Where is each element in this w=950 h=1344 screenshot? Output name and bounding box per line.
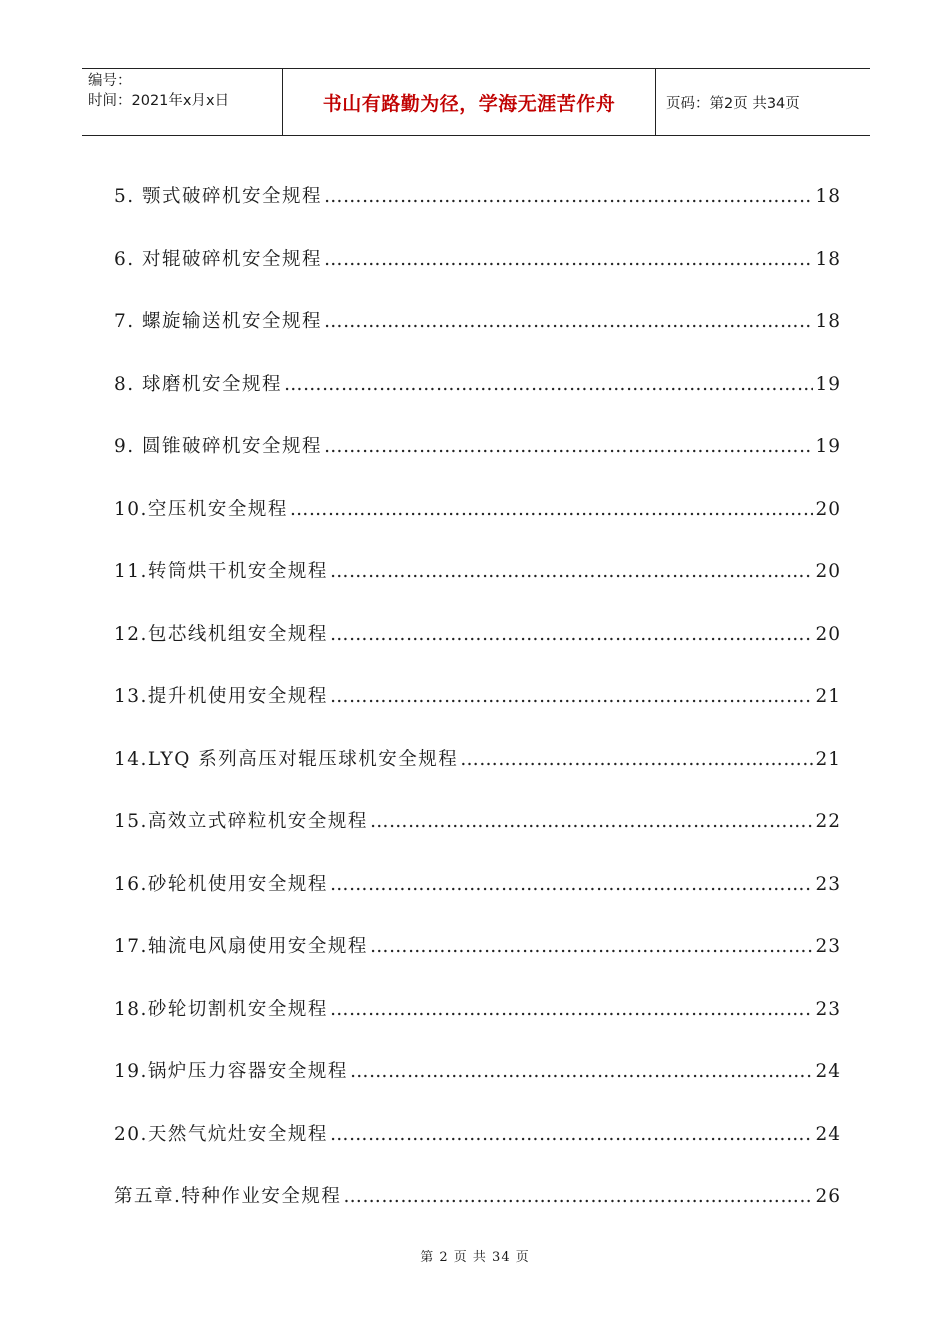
toc-entry[interactable] — [114, 1041, 841, 1104]
toc-entry-page-number: 20 — [815, 498, 841, 520]
header-page-info: 页码：第2页 共34页 — [666, 95, 800, 112]
toc-entry-page-number: 22 — [815, 811, 841, 832]
toc-dot-leader — [330, 541, 814, 604]
toc-entry[interactable] — [114, 541, 841, 604]
toc-dot-leader — [330, 854, 814, 917]
doc-number-label: 编号： — [88, 73, 132, 89]
toc-dot-leader — [330, 1104, 814, 1167]
toc-dot-leader — [324, 229, 813, 292]
toc-entry-page-number: 18 — [815, 186, 841, 207]
toc-entry-title: 15.高效立式碎粒机安全规程 — [114, 811, 368, 832]
page-footer: 第 2 页 共 34 页 — [420, 1250, 530, 1265]
toc-entry-page-number: 20 — [815, 561, 841, 582]
toc-dot-leader — [460, 729, 813, 792]
toc-entry[interactable] — [114, 791, 841, 854]
header-motto-cell — [282, 69, 656, 135]
toc-entry[interactable] — [114, 416, 841, 479]
toc-dot-leader — [330, 604, 814, 667]
toc-dot-leader — [330, 979, 814, 1042]
toc-entry-page-number: 24 — [815, 1061, 841, 1082]
toc-dot-leader — [350, 1041, 814, 1104]
toc-entry-page-number: 18 — [815, 248, 841, 270]
toc-entry-page-number: 18 — [815, 311, 841, 332]
toc-entry-title: 14.LYQ 系列高压对辊压球机安全规程 — [114, 748, 459, 770]
toc-entry[interactable] — [114, 1104, 841, 1167]
document-header — [82, 68, 870, 136]
toc-entry-page-number: 23 — [815, 873, 841, 895]
toc-entry-title: 7. 螺旋输送机安全规程 — [114, 311, 323, 332]
toc-dot-leader — [284, 354, 813, 417]
table-of-contents — [114, 166, 841, 1229]
toc-entry[interactable] — [114, 979, 841, 1042]
header-page-cell — [656, 69, 870, 135]
toc-entry[interactable] — [114, 229, 841, 292]
toc-entry-title: 5. 颚式破碎机安全规程 — [114, 186, 323, 207]
toc-dot-leader — [324, 291, 813, 354]
toc-entry-page-number: 23 — [815, 998, 841, 1020]
toc-entry-title: 11.转筒烘干机安全规程 — [114, 561, 328, 582]
toc-entry[interactable] — [114, 729, 841, 792]
toc-entry-title: 18.砂轮切割机安全规程 — [114, 998, 328, 1020]
toc-entry[interactable] — [114, 604, 841, 667]
toc-entry[interactable] — [114, 166, 841, 229]
toc-entry[interactable] — [114, 291, 841, 354]
toc-entry-title: 19.锅炉压力容器安全规程 — [114, 1061, 348, 1082]
toc-entry-title: 8. 球磨机安全规程 — [114, 373, 283, 395]
toc-entry-title: 13.提升机使用安全规程 — [114, 686, 328, 707]
toc-entry-title: 16.砂轮机使用安全规程 — [114, 873, 328, 895]
toc-entry[interactable] — [114, 916, 841, 979]
time-label: 时间：2021年x月x日 — [88, 93, 230, 109]
toc-entry-title: 17.轴流电风扇使用安全规程 — [114, 936, 368, 957]
toc-dot-leader — [370, 916, 814, 979]
toc-dot-leader — [330, 666, 814, 729]
toc-dot-leader — [324, 416, 813, 479]
toc-entry[interactable] — [114, 666, 841, 729]
toc-entry-page-number: 26 — [815, 1186, 841, 1207]
toc-entry[interactable] — [114, 354, 841, 417]
toc-entry[interactable] — [114, 479, 841, 542]
toc-entry-page-number: 23 — [815, 936, 841, 957]
toc-dot-leader — [370, 791, 814, 854]
toc-entry-title: 20.天然气炕灶安全规程 — [114, 1123, 328, 1145]
toc-dot-leader — [290, 479, 814, 542]
header-motto: 书山有路勤为径，学海无涯苦作舟 — [322, 92, 616, 115]
toc-dot-leader — [324, 166, 813, 229]
toc-entry[interactable] — [114, 1166, 841, 1229]
toc-entry-title: 第五章.特种作业安全规程 — [114, 1186, 342, 1207]
toc-entry-title: 12.包芯线机组安全规程 — [114, 623, 328, 645]
toc-entry-page-number: 24 — [815, 1123, 841, 1145]
toc-entry-page-number: 19 — [815, 373, 841, 395]
toc-entry-page-number: 20 — [815, 623, 841, 645]
toc-entry-title: 9. 圆锥破碎机安全规程 — [114, 436, 323, 457]
header-left-cell — [82, 69, 282, 135]
toc-entry-title: 10.空压机安全规程 — [114, 498, 288, 520]
toc-entry-page-number: 21 — [815, 686, 841, 707]
toc-entry[interactable] — [114, 854, 841, 917]
toc-entry-page-number: 21 — [815, 748, 841, 770]
toc-dot-leader — [343, 1166, 813, 1229]
toc-entry-page-number: 19 — [815, 436, 841, 457]
toc-entry-title: 6. 对辊破碎机安全规程 — [114, 248, 323, 270]
